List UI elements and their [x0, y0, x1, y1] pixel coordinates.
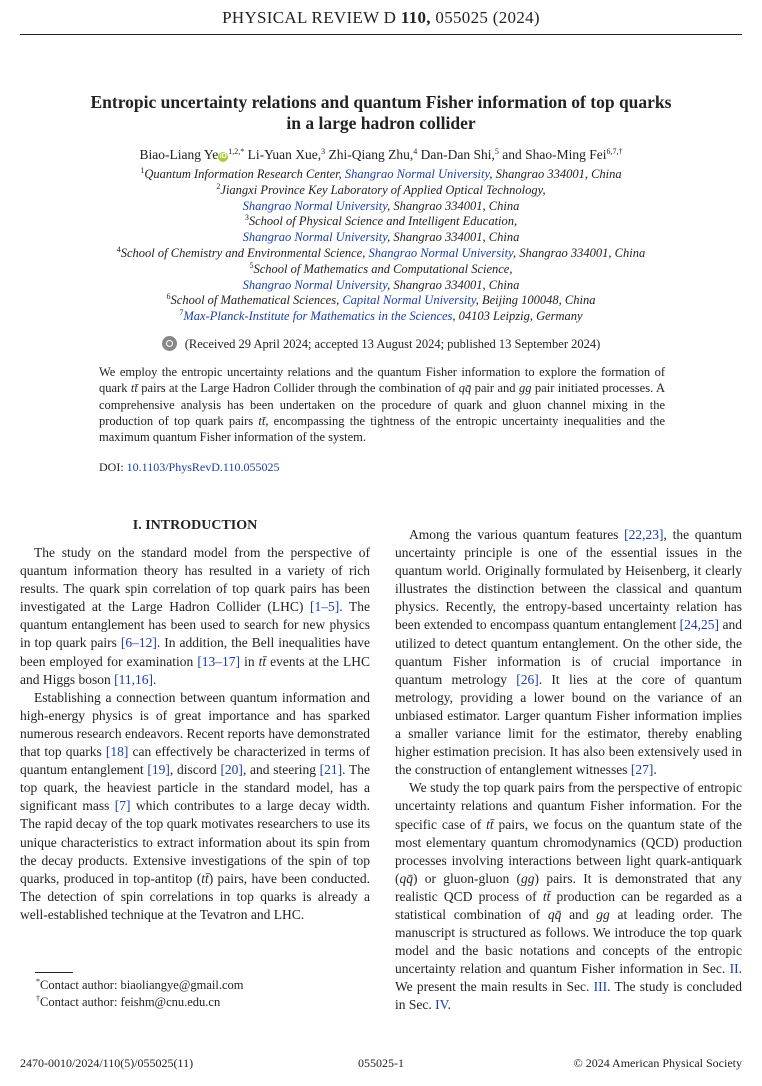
doi-line: [99, 460, 279, 475]
body-text: in: [240, 653, 259, 669]
aff-sup: 1: [140, 166, 145, 175]
math-tt: tt̄: [542, 888, 551, 904]
math-tt: tt̄: [258, 653, 267, 669]
paper-title: [40, 92, 722, 134]
author-and: and: [502, 147, 522, 162]
affiliation-5: [40, 262, 722, 278]
math-gg: gg: [521, 870, 535, 886]
body-text: at leading order. The manuscript is structured as follows. We introduce the top quark model and the basic notations and concepts of the entropic uncertainty relation and quantum Fisher information in Sec.: [395, 906, 742, 977]
footer-page: 055025-1: [358, 1056, 404, 1070]
body-text: . In addition, the Bell inequalities have been employed for examination: [20, 635, 370, 669]
abstract-text: pairs at the Large Hadron Collider through the combination of: [137, 381, 459, 396]
affiliation-3-cont: [40, 230, 722, 246]
author-name: Dan-Dan Shi,: [420, 147, 495, 162]
university-link[interactable]: Shangrao Normal University: [368, 245, 513, 260]
citation-link[interactable]: [24,25]: [679, 617, 720, 633]
body-text: and: [561, 906, 597, 922]
affiliation-6: [40, 293, 722, 309]
body-text: .: [653, 762, 657, 778]
citation-link[interactable]: [27]: [630, 762, 654, 778]
journal-volume: 110,: [400, 8, 431, 27]
body-text: .: [153, 671, 157, 687]
body-text: ) pairs, have been conducted. The detection of spin correlations in top quarks is already a well-established technique at the Tevatron and LHC.: [20, 870, 370, 922]
title-line-1: Entropic uncertainty relations and quantum Fisher information of top quarks: [90, 92, 672, 112]
citation-link[interactable]: [22,23]: [624, 527, 664, 542]
citation-link[interactable]: [13–17]: [197, 653, 241, 669]
body-text: .: [447, 997, 452, 1013]
math-tt: tt̄: [130, 381, 138, 396]
body-text: . The top quark, the heaviest particle in the standard model, has a significant mass: [20, 762, 371, 814]
footnote-mark: *: [36, 977, 40, 986]
abstract-text: pair initiated processes. A comprehensive analysis has been undertaken on the procedure of quark and gluon channel mixing in the production of top quark pairs: [99, 381, 665, 428]
abstract-text: , encompassing the tightness of the entropic uncertainty inequalities and the maximum quantum Fisher information of the system.: [99, 413, 665, 445]
body-text: ) or gluon-gluon (: [413, 870, 522, 886]
paragraph: [20, 544, 370, 689]
body-text: pairs, we focus on the quantum state of the most elementary quantum chromodynamics (QCD) production processes involving interactions between light quark-antiquark (: [395, 816, 742, 886]
body-text: . The quantum entanglement has been used to search for new physics in top quark pairs: [20, 599, 371, 651]
body-text: which contributes to a large decay width. The rapid decay of the top quark motivates researchers to use its unique characteristics to extract information about its spin from the decay products. Extensive investigations of the spin of top quarks, produced in top-antitop (: [20, 798, 370, 886]
left-column: [20, 544, 370, 924]
university-link[interactable]: Shangrao Normal University: [242, 277, 388, 292]
aff-text: Jiangxi Province Key Laboratory of Applied Optical Technology,: [220, 182, 546, 197]
citation-link[interactable]: [20]: [220, 762, 243, 778]
body-text: . We present the main results in Sec.: [395, 961, 742, 995]
affiliation-1: [40, 167, 722, 183]
math-tt: tt̄: [201, 870, 209, 886]
affiliations: [40, 167, 722, 325]
footnote-mark: †: [36, 994, 40, 1003]
body-text: . It lies at the core of quantum metrology, providing a lower bound on the variance of an unbiased estimator. Larger quantum Fisher information implies a smaller variance limit for the estimator, thereby enabling higher estimation precision. It has also been extensively used in the construction of entanglement witnesses: [395, 671, 742, 778]
right-column: [395, 526, 742, 1015]
body-text: events at the LHC and Higgs boson: [20, 653, 370, 687]
title-line-2: in a large hadron collider: [286, 113, 476, 133]
abstract: [99, 364, 665, 445]
aff-text: Quantum Information Research Center,: [144, 167, 345, 181]
body-text: ) pairs. It is demonstrated that any realistic QCD process of: [395, 870, 742, 904]
abstract-text: We employ the entropic uncertainty relations and the quantum Fisher information to explore the formation of quark: [99, 365, 665, 396]
body-text: and utilized to detect quantum entanglement. On the other side, the quantum Fisher information is of crucial importance in quantum metrology: [395, 617, 742, 687]
author-name: Biao-Liang Ye: [139, 147, 219, 162]
math-qq: qq̄: [547, 906, 562, 922]
body-text: Establishing a connection between quantum information and high-energy physics is of great importance and has sparked numerous research endeavors. Recent reports have demonstrated that top quarks: [20, 689, 370, 760]
affiliation-5-cont: [40, 278, 722, 294]
citation-link[interactable]: [21]: [319, 762, 343, 778]
aff-text: , Beijing 100048, China: [475, 293, 596, 308]
body-text: . The study is concluded in Sec.: [395, 979, 742, 1013]
author-sup: 6,7,†: [606, 147, 623, 156]
aff-text: School of Mathematics and Computational Science,: [253, 261, 513, 276]
body-text: can effectively be characterized in terms of quantum entanglement: [20, 744, 370, 778]
aff-text: , Shangrao 334001, China: [387, 198, 520, 213]
body-text: , the quantum uncertainty principle is one of the essential issues in the quantum world. Originally formulated by Heisenberg, it clearly illustrates the distinction between the classical and quantum physics. Recently, the entropy-based uncertainty relation has been extended to encompass quantum entanglement: [395, 527, 742, 633]
abstract-text: pair and: [471, 381, 519, 396]
aff-text: , Shangrao 334001, China: [387, 277, 520, 292]
affiliation-2-cont: [40, 199, 722, 215]
footnote-text: Contact author: feishm@cnu.edu.cn: [40, 995, 221, 1009]
orcid-icon[interactable]: iD: [219, 153, 227, 160]
author-sup: 5: [494, 147, 499, 156]
aff-text: School of Physical Science and Intelligent Education,: [248, 214, 518, 229]
author-sup: 1,2,*: [228, 147, 245, 156]
paragraph: [20, 689, 370, 924]
body-text: We study the top quark pairs from the perspective of entropic uncertainty relations and quantum Fisher information. For the specific case of: [395, 780, 742, 832]
math-gg: gg: [518, 381, 532, 396]
citation-link[interactable]: [11,16]: [114, 671, 153, 687]
university-link[interactable]: Capital Normal University: [342, 293, 476, 308]
aff-sup: 3: [244, 213, 249, 223]
affiliation-7: [40, 309, 722, 325]
university-link[interactable]: Shangrao Normal University: [242, 198, 388, 213]
footer-copyright: © 2024 American Physical Society: [573, 1056, 742, 1070]
doi-label: DOI:: [99, 460, 124, 474]
crossmark-icon[interactable]: [162, 336, 177, 351]
section-link[interactable]: II: [729, 961, 739, 977]
aff-sup: 5: [249, 260, 254, 270]
paragraph: [395, 779, 742, 1014]
aff-sup: 6: [166, 292, 171, 302]
publication-dates: [40, 336, 722, 352]
footnote-text: Contact author: biaoliangye@gmail.com: [40, 978, 244, 992]
author-name: Zhi-Qiang Zhu,: [328, 147, 414, 162]
footnote: [36, 977, 243, 994]
institute-link[interactable]: Max-Planck-Institute for Mathematics in the Sciences: [183, 309, 453, 324]
math-qq: qq̄: [458, 381, 472, 396]
author-name: Shao-Ming Fei: [525, 147, 607, 162]
author-sup: 4: [413, 147, 418, 156]
section-heading: I. INTRODUCTION: [132, 518, 258, 533]
aff-sup: 7: [179, 308, 184, 318]
author-name: Li-Yuan Xue,: [247, 147, 322, 162]
aff-text: , Shangrao 334001, China: [387, 230, 520, 245]
footer-issn: 2470-0010/2024/110(5)/055025(11): [20, 1056, 194, 1070]
journal-name: PHYSICAL REVIEW D: [222, 8, 397, 27]
doi-link[interactable]: 10.1103/PhysRevD.110.055025: [126, 460, 280, 474]
affiliation-3: [40, 214, 722, 230]
body-text: production can be regarded as a statistical combination of: [395, 888, 743, 922]
aff-sup: 4: [116, 244, 121, 254]
affiliation-4: [40, 246, 722, 262]
section-link[interactable]: III: [593, 979, 608, 995]
citation-link[interactable]: [7]: [114, 798, 131, 814]
aff-sup: 2: [216, 181, 221, 191]
math-tt: tt̄: [258, 413, 266, 428]
aff-text: School of Mathematical Sciences,: [170, 293, 343, 308]
aff-text: , 04103 Leipzig, Germany: [452, 309, 583, 324]
received-text: (Received 29 April 2024; accepted 13 August 2024; published 13 September 2024): [184, 337, 601, 351]
citation-link[interactable]: [19]: [147, 762, 170, 778]
body-text: The study on the standard model from the perspective of quantum information theory has resulted in a variety of rich results. The quark spin correlation of top quark pairs has been investigated at the Large Hadron Collider (LHC): [20, 545, 370, 615]
university-link[interactable]: Shangrao Normal University: [344, 167, 490, 181]
citation-link[interactable]: [1–5]: [309, 599, 340, 615]
math-qq: qq̄: [399, 870, 413, 886]
body-text: Among the various quantum features: [409, 527, 625, 542]
body-text: , and steering: [242, 762, 320, 778]
footnote: [36, 994, 243, 1011]
math-gg: gg: [596, 906, 610, 922]
affiliation-2: [40, 183, 722, 199]
journal-header: [20, 8, 742, 28]
header-rule: [20, 34, 742, 35]
aff-text: , Shangrao 334001, China: [489, 167, 622, 181]
aff-text: , Shangrao 334001, China: [512, 245, 646, 260]
citation-link[interactable]: [6–12]: [120, 635, 157, 651]
author-sup: 3: [321, 147, 326, 156]
university-link[interactable]: Shangrao Normal University: [242, 230, 388, 245]
citation-link[interactable]: [26]: [516, 671, 539, 687]
section-link[interactable]: IV: [435, 997, 448, 1013]
body-text: , discord: [169, 762, 221, 778]
citation-link[interactable]: [18]: [105, 744, 129, 760]
footnotes: [36, 977, 243, 1011]
article-number: 055025 (2024): [435, 8, 540, 27]
author-list: [40, 147, 722, 163]
aff-text: School of Chemistry and Environmental Science,: [120, 245, 369, 260]
math-tt: tt̄: [486, 816, 494, 832]
paragraph: [395, 526, 742, 779]
footnote-rule: [35, 972, 73, 973]
